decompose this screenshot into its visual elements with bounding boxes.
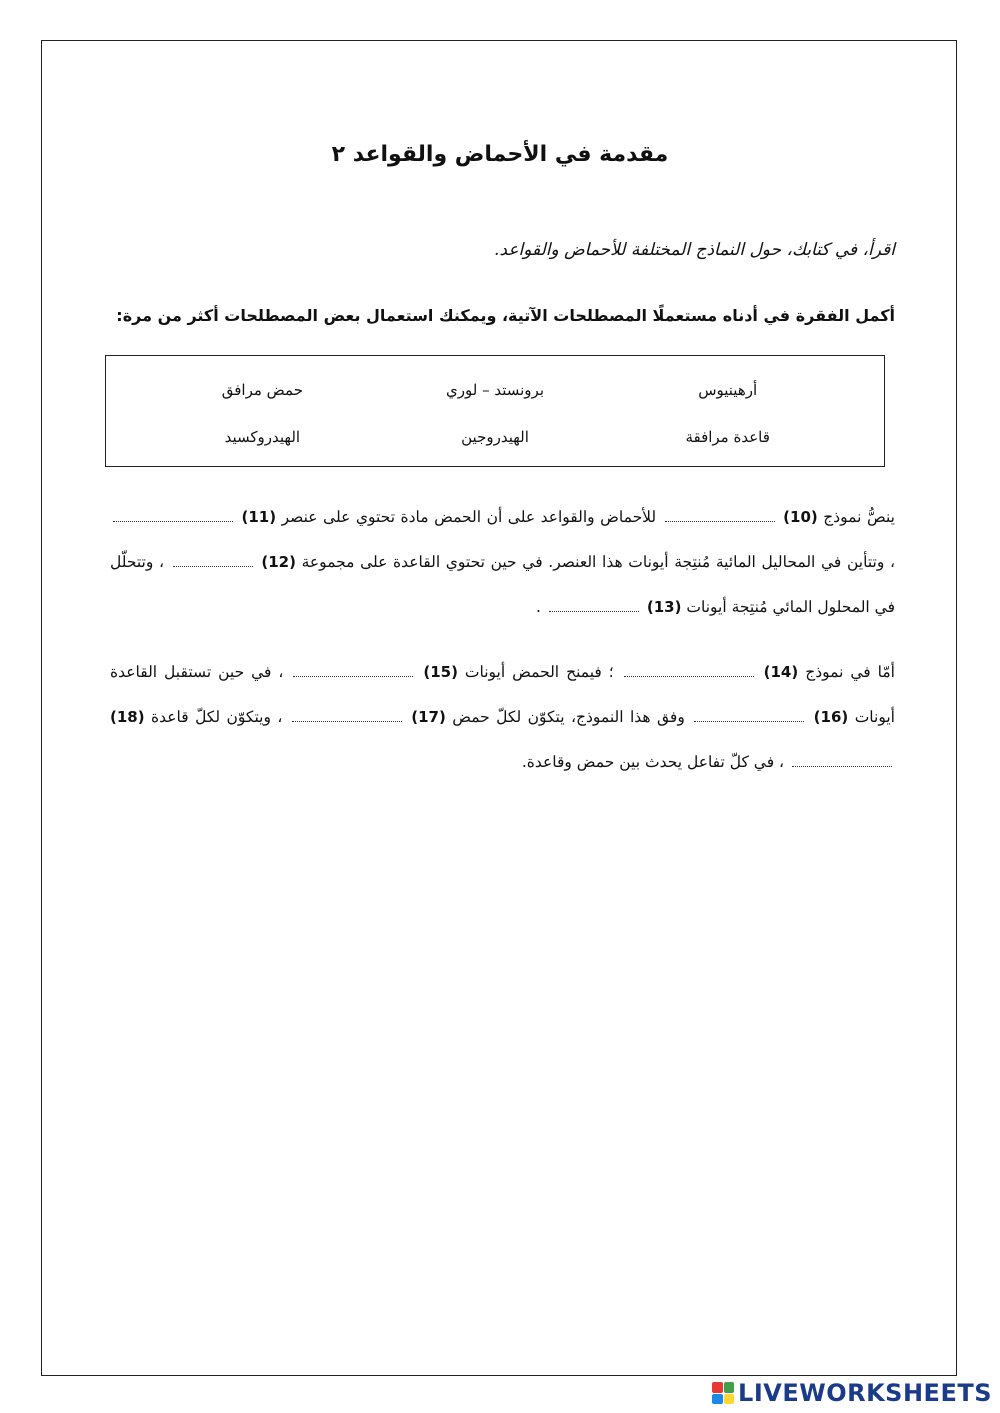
term-conjugate-base: قاعدة مرافقة bbox=[685, 427, 770, 446]
answer-blank-18[interactable] bbox=[792, 751, 892, 768]
blank-number-14: (14) bbox=[763, 663, 799, 681]
instruction-complete: أكمل الفقرة في أدناه مستعملًا المصطلحات الآتية، ويمكنك استعمال بعض المصطلحات أكثر من مرة: bbox=[116, 306, 895, 325]
term-bronsted-lowry: برونستد – لوري bbox=[446, 380, 545, 399]
terms-box bbox=[105, 355, 885, 467]
paragraph-text: ، وتتحلّل في المحلول المائي مُنتِجة أيونات bbox=[110, 553, 895, 616]
paragraph-arrhenius bbox=[110, 495, 895, 630]
paragraph-text: أمّا في نموذج bbox=[805, 663, 895, 681]
paragraph-text: وفق هذا النموذج، يتكوّن لكلّ حمض bbox=[452, 708, 685, 726]
paragraph-text: ، في حين تستقبل القاعدة أيونات bbox=[110, 663, 895, 726]
blank-number-16: (16) bbox=[813, 708, 849, 726]
liveworksheets-logo-icon bbox=[712, 1382, 734, 1404]
paragraph-text: للأحماض والقواعد على أن الحمض مادة تحتوي على عنصر bbox=[281, 508, 657, 526]
page-title: مقدمة في الأحماض والقواعد ٢ bbox=[331, 142, 669, 167]
logo-square bbox=[724, 1394, 735, 1405]
term-arrhenius: أرهينيوس bbox=[698, 380, 758, 399]
blank-number-13: (13) bbox=[646, 598, 682, 616]
answer-blank-17[interactable] bbox=[292, 706, 402, 723]
term-hydroxide: الهيدروكسيد bbox=[224, 427, 301, 446]
answer-blank-15[interactable] bbox=[293, 661, 413, 678]
paragraph-text: . bbox=[536, 598, 541, 616]
answer-blank-11[interactable] bbox=[113, 506, 233, 523]
logo-square bbox=[712, 1394, 723, 1405]
blank-number-15: (15) bbox=[423, 663, 458, 681]
blank-number-12: (12) bbox=[261, 553, 296, 571]
logo-square bbox=[724, 1382, 735, 1393]
paragraph-text: ، في كلّ تفاعل يحدث بين حمض وقاعدة. bbox=[521, 753, 785, 771]
logo-square bbox=[712, 1382, 723, 1393]
instruction-read: اقرأ، في كتابك، حول النماذج المختلفة للأحماض والقواعد. bbox=[494, 240, 895, 260]
paragraph-text: ؛ فيمنح الحمض أيونات bbox=[464, 663, 614, 681]
brand-name: LIVEWORKSHEETS bbox=[738, 1379, 992, 1407]
answer-blank-13[interactable] bbox=[549, 596, 639, 613]
paragraph-text: ، وتتأين في المحاليل المائية مُنتِجة أيونات هذا العنصر. في حين تحتوي القاعدة على مجموعة bbox=[301, 553, 895, 571]
liveworksheets-logo bbox=[712, 1379, 992, 1407]
paragraph-text: ينصُّ نموذج bbox=[823, 508, 895, 526]
blank-number-18: (18) bbox=[110, 708, 145, 726]
answer-blank-10[interactable] bbox=[665, 506, 775, 523]
term-hydrogen: الهيدروجين bbox=[461, 427, 529, 446]
answer-blank-12[interactable] bbox=[173, 551, 253, 568]
blank-number-10: (10) bbox=[783, 508, 818, 526]
blank-number-11: (11) bbox=[241, 508, 277, 526]
blank-number-17: (17) bbox=[411, 708, 446, 726]
answer-blank-14[interactable] bbox=[624, 661, 754, 678]
paragraph-bronsted-lowry bbox=[110, 650, 895, 785]
term-conjugate-acid: حمض مرافق bbox=[221, 380, 303, 399]
paragraph-text: ، ويتكوّن لكلّ قاعدة bbox=[151, 708, 283, 726]
answer-blank-16[interactable] bbox=[694, 706, 804, 723]
